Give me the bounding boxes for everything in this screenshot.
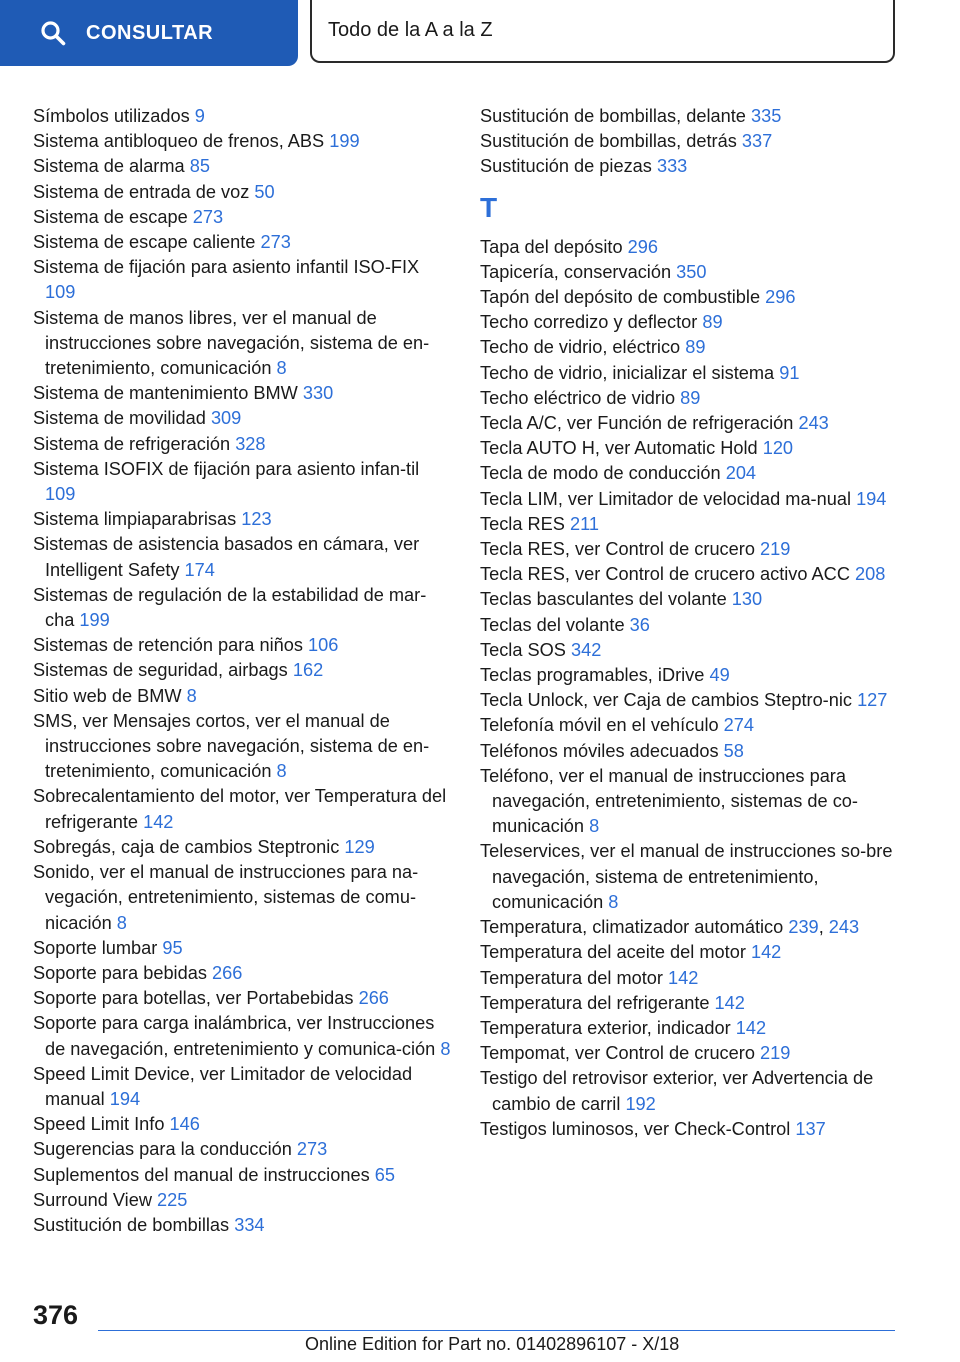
index-entry	[33, 532, 453, 582]
index-entry-text: Tecla RES	[480, 513, 565, 534]
page-link[interactable]: 335	[750, 106, 782, 126]
index-entry	[33, 406, 453, 431]
index-entry	[33, 709, 453, 785]
index-entry	[480, 386, 910, 411]
index-entry	[33, 986, 453, 1011]
index-entry-text: Sistemas de regulación de la estabilidad de mar-cha	[33, 584, 427, 631]
index-entry	[480, 638, 910, 663]
index-entry-text: Tecla Unlock, ver Caja de cambios Steptro-nic	[480, 690, 852, 711]
index-entry-text: Tapicería, conservación	[480, 261, 672, 282]
index-entry	[480, 1041, 910, 1066]
index-entry-text: Sugerencias para la conducción	[33, 1139, 292, 1160]
az-index-tab[interactable]	[310, 0, 895, 63]
index-entry-text: Tapón del depósito de combustible	[480, 287, 761, 308]
index-entry-text: Tecla A/C, ver Función de refrigeración	[480, 413, 794, 434]
index-entry-text: Sobrecalentamiento del motor, ver Temperatura del refrigerante	[33, 786, 447, 832]
index-entry-text: Sistema de manos libres, ver el manual de instrucciones sobre navegación, sistema de en-tretenimiento, comunicación	[33, 307, 430, 379]
consult-label: CONSULTAR	[86, 21, 214, 44]
index-entry-text: Sistema de alarma	[33, 156, 185, 177]
index-entry	[33, 1188, 453, 1213]
page-link[interactable]: 142	[668, 967, 699, 988]
index-entry-text: Sistema de refrigeración	[33, 433, 231, 454]
index-entry	[33, 129, 453, 154]
index-entry-text: Sobregás, caja de cambios Steptronic	[33, 836, 340, 857]
index-entry	[480, 335, 910, 360]
page-link[interactable]: 342	[570, 639, 602, 660]
index-entry-text: Sistemas de seguridad, airbags	[33, 660, 288, 681]
page-link[interactable]: 243	[798, 413, 829, 434]
index-entry-text: Sistema de movilidad	[33, 408, 206, 429]
index-entry-text: Techo de vidrio, eléctrico	[480, 337, 681, 358]
index-entry	[33, 154, 453, 179]
page-link[interactable]: 309	[210, 408, 242, 429]
index-entry-text: Techo corredizo y deflector	[480, 312, 698, 333]
page-link[interactable]: 65	[374, 1164, 395, 1185]
page-link[interactable]: 296	[627, 236, 658, 257]
page-link[interactable]: 239	[788, 917, 819, 938]
index-entry	[480, 940, 910, 965]
page-link[interactable]: 274	[723, 715, 755, 736]
index-entry	[33, 860, 453, 936]
page-link[interactable]: 266	[358, 988, 389, 1009]
index-entry-text: Sustitución de bombillas	[33, 1214, 230, 1235]
index-entry	[480, 966, 910, 991]
index-entry	[33, 1062, 453, 1112]
index-entry-text: Soporte para botellas, ver Portabebidas	[33, 988, 354, 1009]
index-entry-text: Teleservices, ver el manual de instrucciones so-bre navegación, sistema de entretenimiento, comunicación	[480, 841, 893, 912]
index-entry-text: Temperatura del refrigerante	[480, 992, 710, 1013]
page-link[interactable]: 8	[116, 912, 127, 933]
index-entry	[480, 235, 910, 260]
index-entry-text: Sistema limpiaparabrisas	[33, 509, 237, 530]
index-entry-text: Tecla SOS	[480, 639, 566, 660]
page-link[interactable]: 9	[194, 106, 205, 126]
index-entry	[480, 739, 910, 764]
index-entry-text: Sistema antibloqueo de frenos, ABS	[33, 131, 325, 152]
index-entry	[480, 104, 910, 129]
index-entry-text: Sistema de entrada de voz	[33, 181, 250, 202]
index-entry	[33, 507, 453, 532]
az-index-label: Todo de la A a la Z	[328, 19, 493, 41]
index-entry	[480, 764, 910, 840]
index-entry	[33, 457, 453, 507]
page-link[interactable]: 142	[750, 942, 782, 963]
search-icon	[40, 20, 66, 46]
page-number: 376	[33, 1300, 79, 1330]
page-link[interactable]: 333	[656, 156, 688, 177]
index-entry-text: Tecla AUTO H, ver Automatic Hold	[480, 438, 758, 459]
index-group-t	[480, 235, 910, 1142]
index-entry	[480, 461, 910, 486]
page-link[interactable]: 120	[762, 438, 794, 459]
index-entry	[480, 154, 910, 179]
page-link[interactable]: 106	[308, 635, 339, 656]
index-entry-text: Sustitución de piezas	[480, 156, 652, 177]
page-link[interactable]: 266	[211, 962, 243, 983]
page-link[interactable]: 36	[629, 614, 650, 635]
page-link[interactable]: 219	[760, 1043, 791, 1064]
page-link[interactable]: 85	[189, 156, 210, 177]
index-entry-text: Techo eléctrico de vidrio	[480, 387, 676, 408]
index-entry	[33, 255, 453, 305]
index-entry	[480, 991, 910, 1016]
index-entry	[480, 688, 910, 713]
index-entry-text: SMS, ver Mensajes cortos, ver el manual de instrucciones sobre navegación, sistema de en-tretenimiento, comunicación	[33, 710, 430, 782]
consult-button[interactable]	[0, 0, 298, 66]
index-entry	[480, 310, 910, 335]
index-entry	[480, 129, 910, 154]
index-entry	[33, 432, 453, 457]
page-link[interactable]: 350	[676, 261, 707, 282]
index-entry-text: Tempomat, ver Control de crucero	[480, 1043, 755, 1064]
index-column-left	[33, 104, 453, 1238]
index-entry	[33, 835, 453, 860]
page-link[interactable]: 8	[440, 1038, 451, 1059]
page-link[interactable]: 273	[192, 206, 224, 227]
index-entry-text: Tapa del depósito	[480, 236, 623, 257]
index-entry-text: Sistema de fijación para asiento infantil ISO-FIX	[33, 257, 420, 278]
index-entry	[33, 1011, 453, 1061]
index-entry-text: Sitio web de BMW	[33, 685, 182, 706]
index-entry-text: Temperatura del motor	[480, 967, 663, 988]
page-link[interactable]: 127	[857, 690, 888, 711]
page-link[interactable]: 91	[779, 362, 800, 383]
page-link[interactable]: 199	[79, 610, 110, 631]
index-entry-text: Telefonía móvil en el vehículo	[480, 715, 719, 736]
section-letter-heading: T	[480, 191, 498, 223]
page-link[interactable]: 199	[329, 131, 360, 152]
page-link[interactable]: 225	[157, 1189, 188, 1210]
index-entry-text: Soporte para carga inalámbrica, ver Instrucciones de navegación, entretenimiento y comunica-ción	[33, 1013, 436, 1059]
index-entry: Temperatura, climatizador automático 239, 243	[480, 917, 860, 938]
page-link[interactable]: 123	[241, 509, 272, 530]
index-entry	[33, 784, 453, 834]
edition-footer: Online Edition for Part no. 01402896107 - X/18	[305, 1334, 680, 1354]
index-entry-text: Sistema de mantenimiento BMW	[33, 383, 298, 404]
page-link[interactable]: 109	[45, 484, 76, 505]
index-entry-text: Sustitución de bombillas, delante	[480, 106, 746, 126]
index-entry	[480, 537, 910, 562]
index-entry-text: Teléfonos móviles adecuados	[480, 740, 719, 761]
page-link[interactable]: 58	[723, 740, 744, 761]
index-entry-text: Sonido, ver el manual de instrucciones para na-vegación, entretenimiento, sistemas de comu-nicación	[33, 862, 419, 933]
page-link[interactable]: 194	[856, 488, 887, 509]
index-entry-text: Teclas del volante	[480, 614, 625, 635]
index-entry	[480, 562, 910, 587]
index-entry-text: Tecla LIM, ver Limitador de velocidad ma-nual	[480, 488, 851, 509]
page-link[interactable]: 273	[296, 1139, 328, 1160]
index-entry	[480, 487, 910, 512]
index-entry-text: Teclas basculantes del volante	[480, 589, 727, 610]
page-link[interactable]: 129	[344, 836, 375, 857]
index-entry-text: Sistemas de retención para niños	[33, 635, 303, 656]
index-entry	[480, 436, 910, 461]
index-entry-text: Sistemas de asistencia basados en cámara, ver Intelligent Safety	[33, 534, 420, 580]
page-link[interactable]: 296	[765, 287, 796, 308]
page-link[interactable]: 337	[741, 131, 773, 152]
index-entry-text: Sistema de escape caliente	[33, 232, 256, 253]
index-column-right	[480, 104, 910, 1142]
page-link[interactable]: 137	[795, 1118, 826, 1139]
index-entry-text: Soporte lumbar	[33, 937, 158, 958]
index-entry	[33, 381, 453, 406]
page-link[interactable]: 334	[234, 1214, 265, 1235]
page-link[interactable]: 243	[828, 917, 860, 938]
index-entry-text: Temperatura, climatizador automático	[480, 917, 784, 938]
index-entry-text: Sistema ISOFIX de fijación para asiento infan-til	[33, 458, 420, 479]
index-entry	[480, 512, 910, 537]
index-entry	[33, 230, 453, 255]
index-entry	[33, 205, 453, 230]
index-entry	[33, 1163, 453, 1188]
index-entry-text: Testigos luminosos, ver Check-Control	[480, 1118, 791, 1139]
index-entry	[480, 285, 910, 310]
index-entry-text: Speed Limit Device, ver Limitador de velocidad manual	[33, 1063, 413, 1109]
index-entry	[33, 658, 453, 683]
index-entry	[33, 104, 453, 129]
page-link[interactable]: 8	[186, 685, 197, 706]
page-link[interactable]: 211	[569, 513, 599, 534]
index-entry	[33, 961, 453, 986]
page-link[interactable]: 142	[143, 811, 174, 832]
page-link[interactable]: 8	[589, 816, 600, 837]
index-entry	[480, 1066, 910, 1116]
page-link[interactable]: 146	[169, 1114, 200, 1135]
index-entry-text: Temperatura del aceite del motor	[480, 942, 746, 963]
page-link[interactable]: 8	[276, 761, 287, 782]
index-entry-text: Testigo del retrovisor exterior, ver Advertencia de cambio de carril	[480, 1068, 874, 1114]
page-link[interactable]: 89	[702, 312, 723, 333]
index-entry-text: Tecla de modo de conducción	[480, 463, 721, 484]
page-link[interactable]: 192	[625, 1093, 656, 1114]
top-navigation	[0, 0, 960, 66]
page-link[interactable]: 330	[302, 383, 334, 404]
index-entry	[480, 663, 910, 688]
index-entry	[480, 713, 910, 738]
index-entry-text: Sustitución de bombillas, detrás	[480, 131, 737, 152]
index-entry	[33, 306, 453, 382]
page-link[interactable]: 142	[714, 992, 745, 1013]
page-link[interactable]: 109	[45, 282, 76, 303]
index-entry-text: Tecla RES, ver Control de crucero activo ACC	[480, 564, 850, 585]
page-link[interactable]: 95	[162, 937, 183, 958]
index-entry	[33, 583, 453, 633]
index-group-s-continued	[480, 104, 910, 180]
index-entry	[480, 587, 910, 612]
index-entry	[480, 613, 910, 638]
index-entry-text: Tecla RES, ver Control de crucero	[480, 539, 755, 560]
page-link[interactable]: 219	[760, 539, 791, 560]
page-link[interactable]: 208	[855, 564, 886, 585]
index-entry-text: Suplementos del manual de instrucciones	[33, 1164, 370, 1185]
index-entry	[480, 1016, 910, 1041]
index-entry-text: Símbolos utilizados	[33, 106, 190, 126]
page-link[interactable]: 142	[735, 1017, 767, 1038]
index-entry	[33, 633, 453, 658]
footer-divider	[98, 1330, 895, 1331]
page-link[interactable]: 204	[725, 463, 757, 484]
index-entry	[33, 1137, 453, 1162]
index-entry	[33, 1213, 453, 1238]
index-entry-text: Surround View	[33, 1189, 152, 1210]
index-entry-text: Techo de vidrio, inicializar el sistema	[480, 362, 775, 383]
index-entry-text: Temperatura exterior, indicador	[480, 1017, 731, 1038]
index-entry	[480, 1117, 910, 1142]
index-entry-text: Teléfono, ver el manual de instrucciones para navegación, entretenimiento, sistemas de co-municación	[480, 765, 858, 837]
page-link[interactable]: 50	[254, 181, 275, 202]
index-entry	[33, 936, 453, 961]
page-link[interactable]: 89	[685, 337, 706, 358]
page-link[interactable]: 8	[608, 891, 619, 912]
page-link[interactable]: 89	[680, 387, 701, 408]
page-link[interactable]: 328	[235, 433, 266, 454]
index-entry	[480, 361, 910, 386]
index-entry-text: Sistema de escape	[33, 206, 188, 227]
index-entry	[33, 684, 453, 709]
page-link[interactable]: 162	[292, 660, 324, 681]
index-entry	[480, 839, 910, 915]
index-entry	[33, 1112, 453, 1137]
page-link[interactable]: 174	[184, 559, 215, 580]
index-entry-text: Soporte para bebidas	[33, 962, 207, 983]
page-link[interactable]: 130	[731, 589, 763, 610]
index-entry-text: Speed Limit Info	[33, 1114, 165, 1135]
page-link[interactable]: 8	[276, 358, 287, 379]
index-entry	[33, 180, 453, 205]
index-entry	[480, 260, 910, 285]
page-link[interactable]: 273	[260, 232, 291, 253]
page-link[interactable]: 49	[709, 665, 730, 686]
index-entry-text: Teclas programables, iDrive	[480, 665, 705, 686]
index-entry	[480, 411, 910, 436]
page-link[interactable]: 194	[109, 1088, 141, 1109]
